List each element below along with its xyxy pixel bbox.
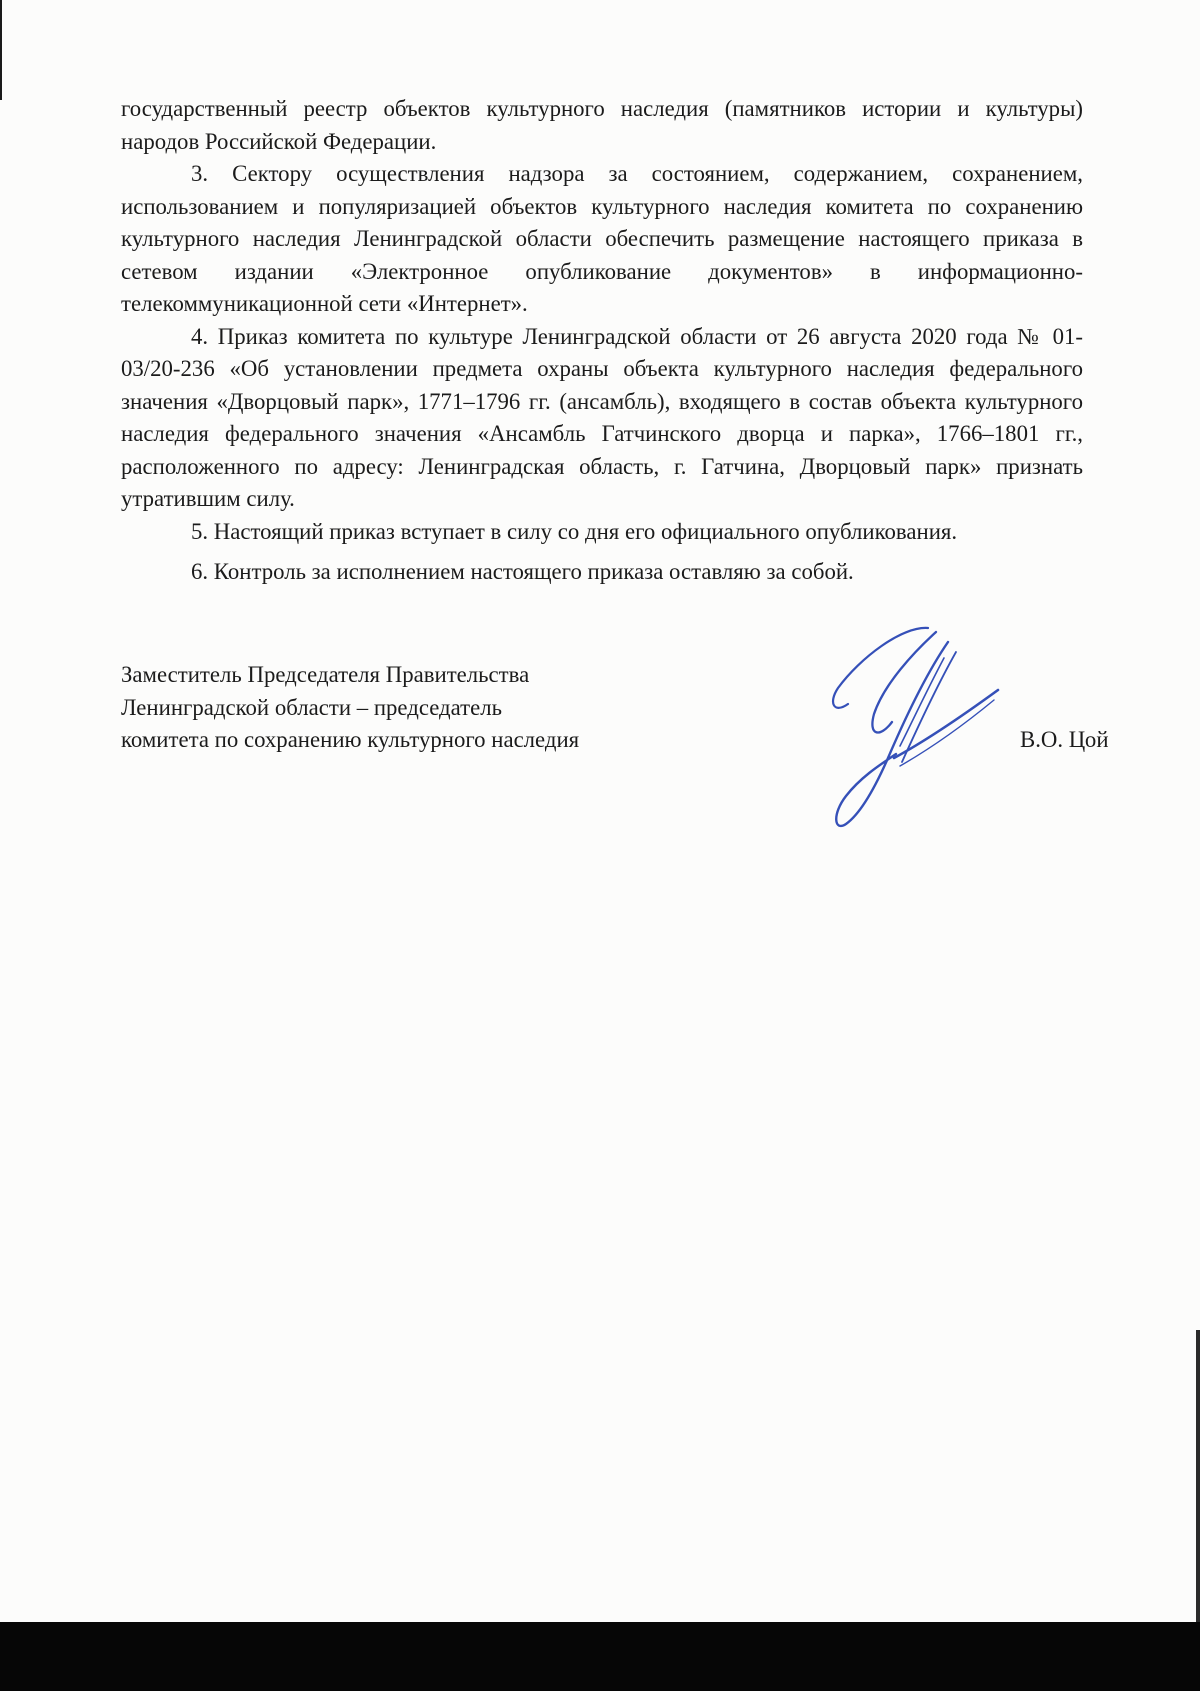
paragraph-continuation: государственный реестр объектов культурного наследия (памятников истории и культуры) народов Российской Федерации. <box>121 96 1083 154</box>
signatory-name: В.О. Цой <box>1020 727 1109 752</box>
paragraph-3: 3. Сектору осуществления надзора за состоянием, содержанием, сохранением, использованием и популяризацией объектов культурного наследия комитета по сохранению культурного наследия Ленинградской области обеспечить размещение настоящего приказа в сетевом издании «Электронное опубликование документов» в информационно-телекоммуникационной сети «Интернет». <box>121 161 1083 316</box>
signatory-title-line: Ленинградской области – председатель <box>121 694 503 720</box>
paragraph-6: 6. Контроль за исполнением настоящего приказа оставляю за собой. <box>191 559 854 584</box>
signatory-title-line: комитета по сохранению культурного наследия <box>121 727 580 752</box>
signatory-title-line: Заместитель Председателя Правительства <box>121 662 530 687</box>
paragraph-4: 4. Приказ комитета по культуре Ленинградской области от 26 августа 2020 года № 01-03/20-236 «Об установлении предмета охраны объекта культурного наследия федерального значения «Дворцовый парк», 1771–1796 гг. (ансамбль), входящего в состав объекта культурного наследия федерального значения «Ансамбль Гатчинского дворца и парка», 1766–1801 гг., расположенного по адресу: Ленинградская область, г. Гатчина, Дворцовый парк» признать утратившим силу. <box>121 323 1083 511</box>
scan-edge-left <box>0 0 2 100</box>
scan-dark-band <box>0 1622 1200 1691</box>
signatory-title <box>121 659 741 757</box>
document-body <box>121 93 1083 589</box>
handwritten-signature <box>810 618 1010 833</box>
paragraph-5: 5. Настоящий приказ вступает в силу со дня его официального опубликования. <box>191 518 958 544</box>
